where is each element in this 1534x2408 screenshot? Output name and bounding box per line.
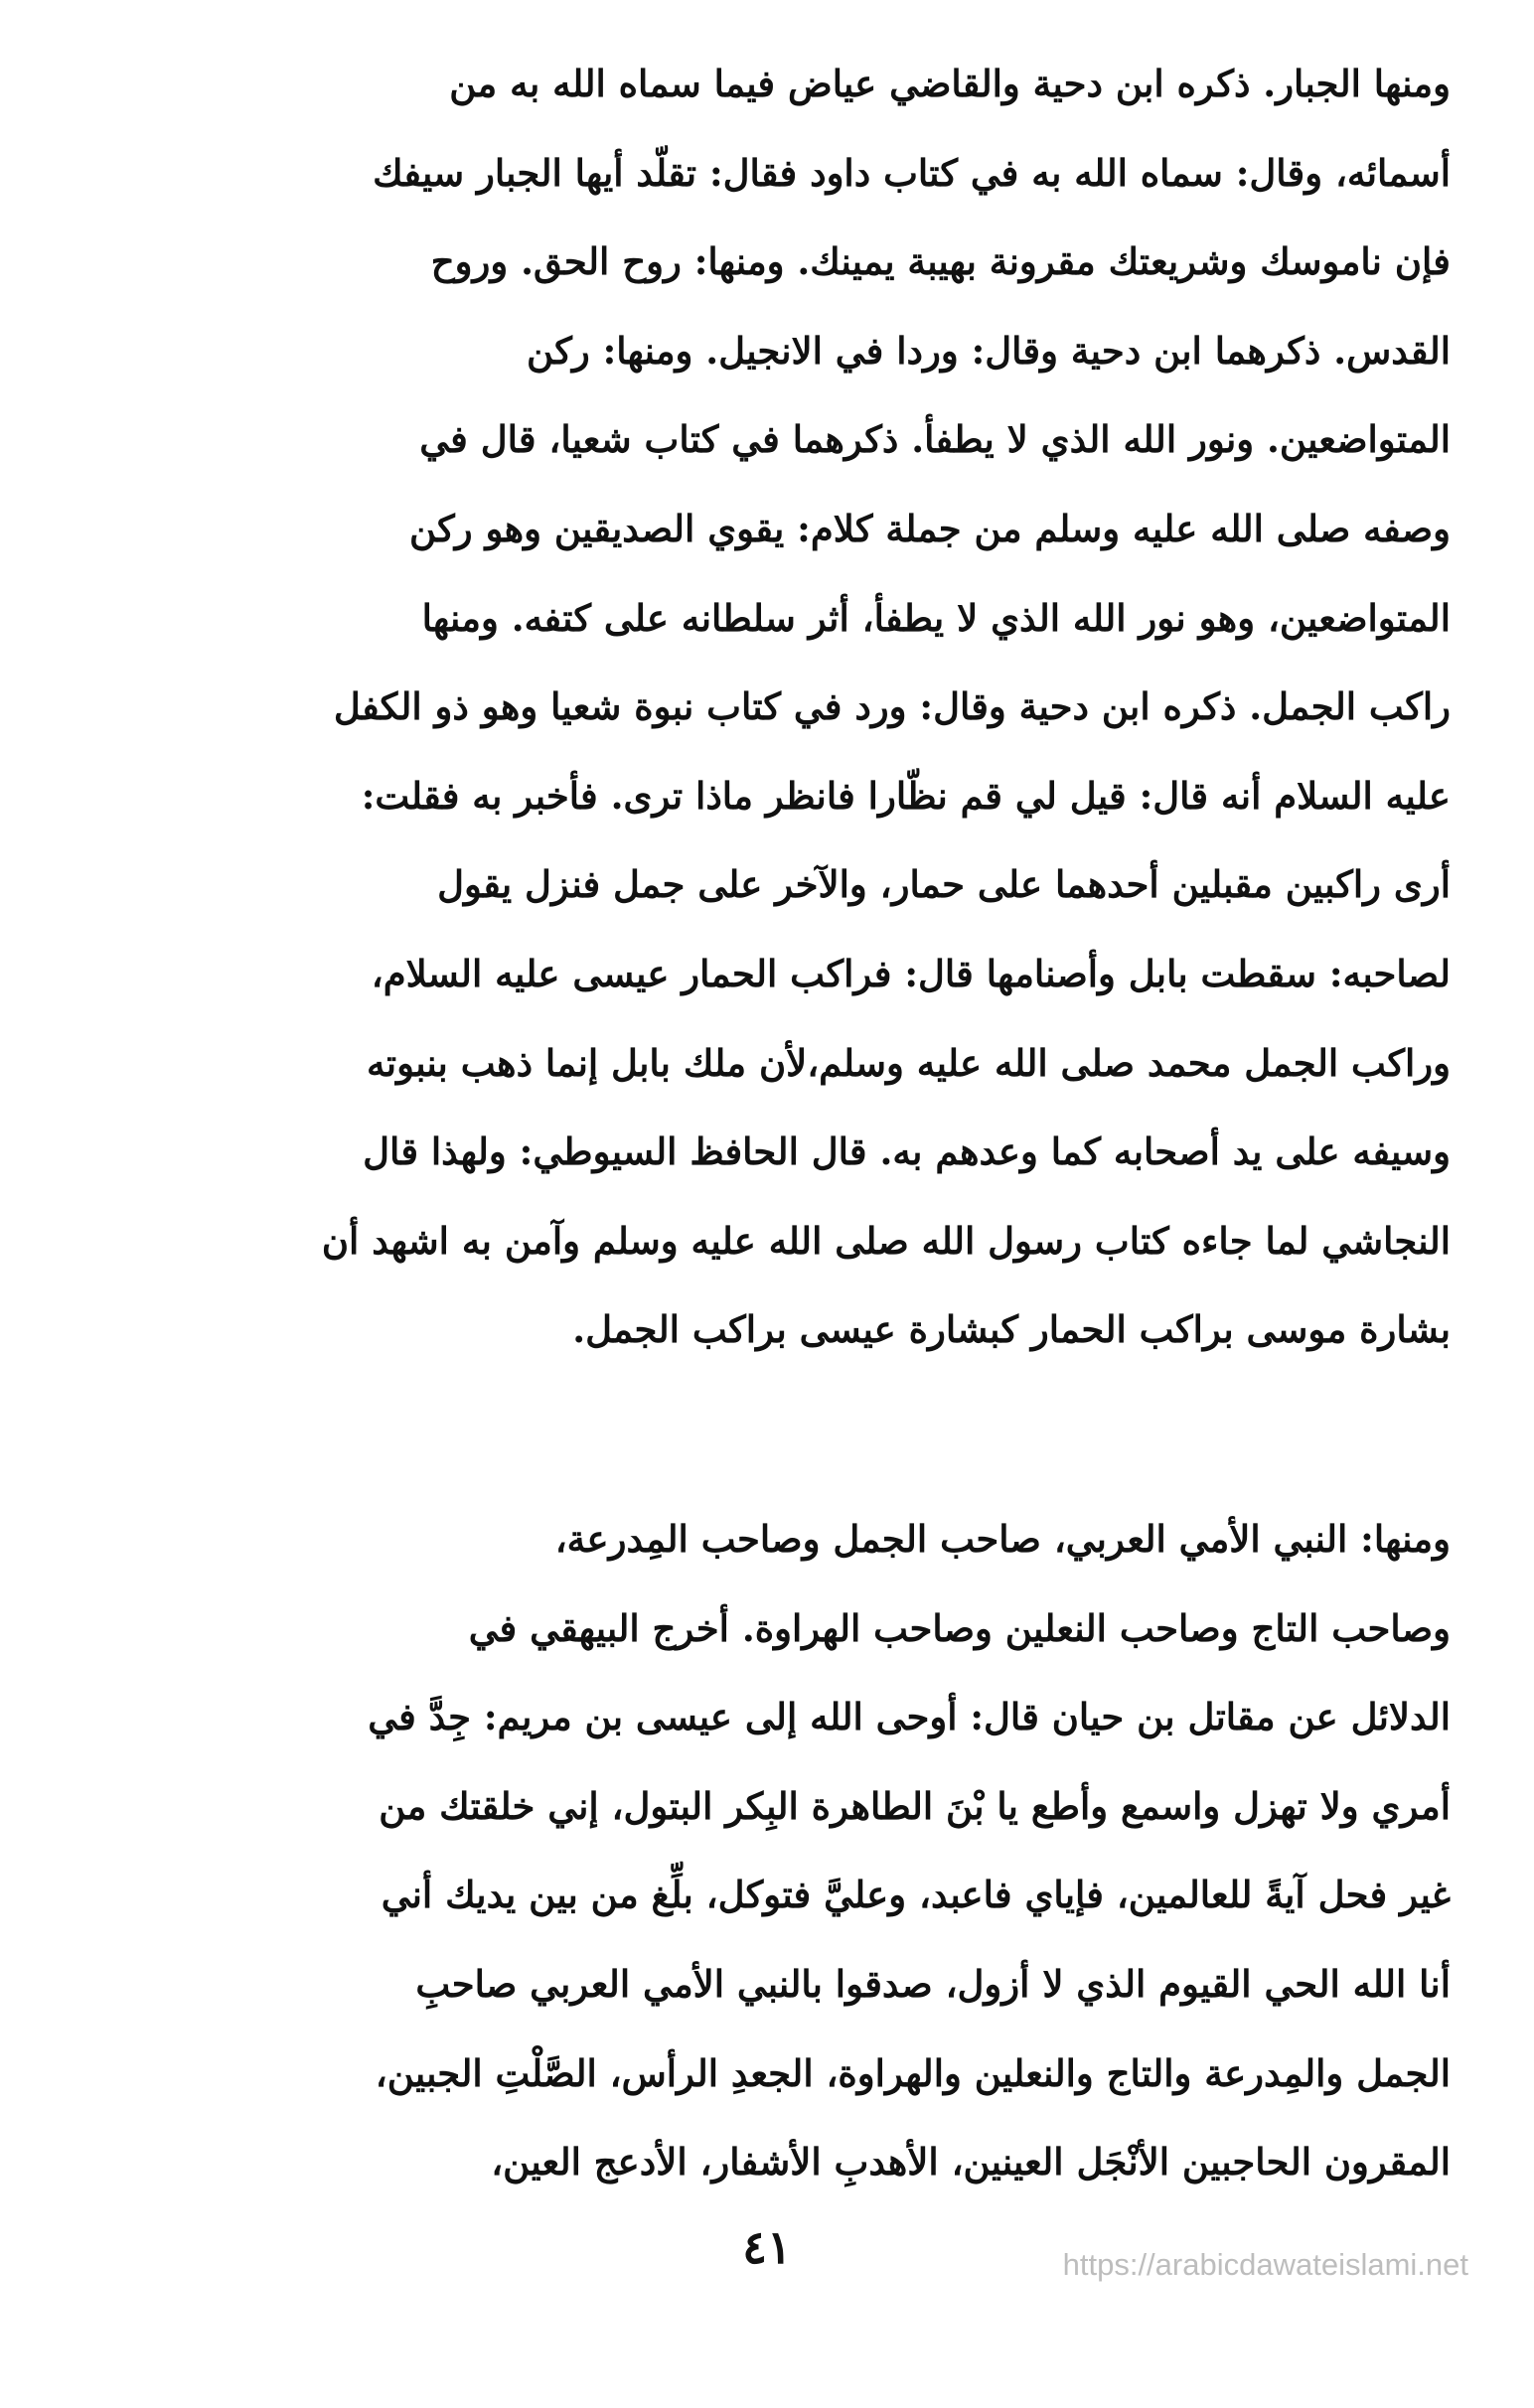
paragraph-1 bbox=[70, 40, 1451, 1375]
watermark-url: https://arabicdawateislami.net bbox=[1062, 2247, 1468, 2282]
text-line: ومنها الجبار. ذكره ابن دحية والقاضي عياض فيما سماه الله به من bbox=[449, 62, 1451, 105]
text-line: وسيفه على يد أصحابه كما وعدهم به. قال الحافظ السيوطي: ولهذا قال bbox=[363, 1129, 1451, 1174]
text-line: المتواضعين. ونور الله الذي لا يطفأ. ذكرهما في كتاب شعيا، قال في bbox=[419, 417, 1451, 462]
text-line: الجمل والمِدرعة والتاج والنعلين والهراوة، الجعدِ الرأس، الصَّلْتِ الجبين، bbox=[375, 2050, 1451, 2095]
text-line: غير فحل آيةً للعالمين، فإياي فاعبد، وعليَّ فتوكل، بلِّغ من بين يديك أني bbox=[381, 1873, 1451, 1917]
text-line: الدلائل عن مقاتل بن حيان قال: أوحى الله إلى عيسى بن مريم: جِدَّ في bbox=[368, 1695, 1451, 1739]
text-line: المقرون الحاجبين الأنْجَل العينين، الأهدبِ الأشفار، الأدعج العين، bbox=[491, 2140, 1451, 2184]
text-line: أمري ولا تهزل واسمع وأطع يا بْنَ الطاهرة البِكر البتول، إني خلقتك من bbox=[379, 1783, 1451, 1828]
text-line: النجاشي لما جاءه كتاب رسول الله صلى الله عليه وسلم وآمن به اشهد أن bbox=[321, 1218, 1451, 1263]
text-line: القدس. ذكرهما ابن دحية وقال: وردا في الانجيل. ومنها: ركن bbox=[527, 328, 1451, 373]
paragraph-2 bbox=[70, 1495, 1451, 2207]
text-line: عليه السلام أنه قال: قيل لي قم نظّارا فانظر ماذا ترى. فأخبر به فقلت: bbox=[361, 773, 1451, 818]
text-line: لصاحبه: سقطت بابل وأصنامها قال: فراكب الحمار عيسى عليه السلام، bbox=[371, 951, 1451, 995]
text-line: وراكب الجمل محمد صلى الله عليه وسلم،لأن ملك بابل إنما ذهب بنبوته bbox=[366, 1040, 1451, 1085]
text-line: فإن ناموسك وشريعتك مقرونة بهيبة يمينك. ومنها: روح الحق. وروح bbox=[430, 239, 1451, 284]
text-line: وصاحب التاج وصاحب النعلين وصاحب الهراوة. أخرج البيهقي في bbox=[468, 1605, 1451, 1650]
page-number: ٤١ bbox=[742, 2220, 792, 2274]
text-line: وصفه صلى الله عليه وسلم من جملة كلام: يقوي الصديقين وهو ركن bbox=[409, 506, 1451, 550]
text-line: أنا الله الحي القيوم الذي لا أزول، صدقوا بالنبي الأمي العربي صاحبِ bbox=[415, 1961, 1451, 2006]
text-line: أسمائه، وقال: سماه الله به في كتاب داود فقال: تقلّد أيها الجبار سيفك bbox=[373, 150, 1451, 195]
text-line: راكب الجمل. ذكره ابن دحية وقال: ورد في كتاب نبوة شعيا وهو ذو الكفل bbox=[333, 684, 1451, 729]
text-line: بشارة موسى براكب الحمار كبشارة عيسى براكب الجمل. bbox=[572, 1307, 1451, 1352]
text-line: أرى راكبين مقبلين أحدهما على حمار، والآخر على جمل فنزل يقول bbox=[437, 862, 1451, 907]
text-line: ومنها: النبي الأمي العربي، صاحب الجمل وصاحب المِدرعة، bbox=[554, 1517, 1451, 1561]
text-line: المتواضعين، وهو نور الله الذي لا يطفأ، أثر سلطانه على كتفه. ومنها bbox=[421, 595, 1451, 640]
